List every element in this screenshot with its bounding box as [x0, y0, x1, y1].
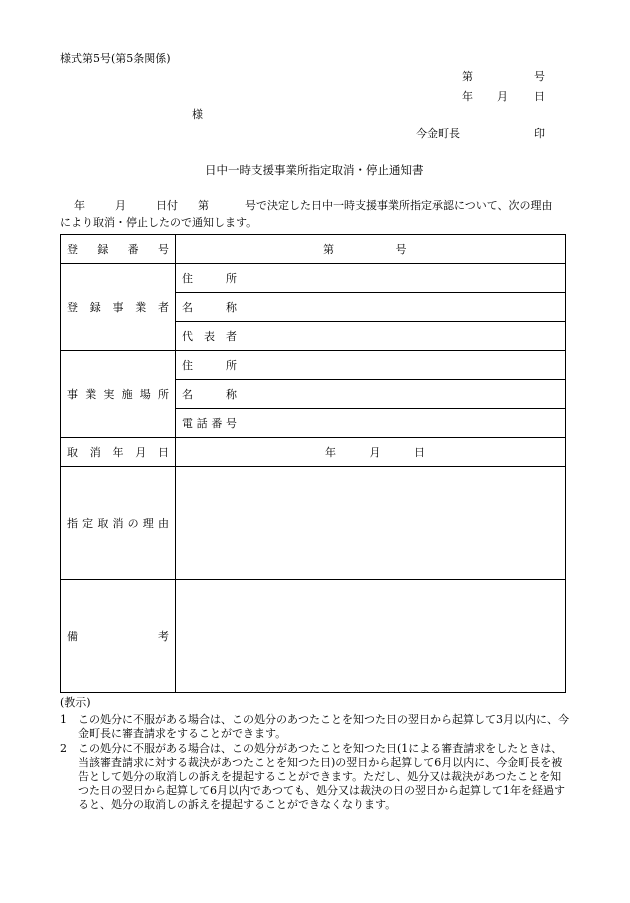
operator-name: 名 称 [176, 293, 566, 322]
doc-number-label: 第 [462, 70, 473, 83]
cancel-reason-label: 指 定 取 消 の 理 由 [61, 467, 176, 580]
cancel-date-value [176, 438, 566, 467]
cancel-day: 日 [414, 446, 425, 459]
cancel-month: 月 [369, 446, 381, 459]
cancel-reason-value[interactable] [176, 467, 566, 580]
operator-representative: 代 表 者 [176, 322, 566, 351]
notice-form-table [60, 234, 566, 693]
note-number: 1 [60, 713, 67, 726]
issuer-name: 今金町長 [416, 127, 460, 140]
registration-number-suffix: 号 [395, 243, 407, 256]
note-number: 2 [60, 742, 67, 755]
business-location-label: 事 業 実 施 場 所 [61, 351, 176, 438]
intro-month: 月 [115, 199, 126, 212]
location-phone: 電 話 番 号 [176, 409, 566, 438]
document-title: 日中一時支援事業所指定取消・停止通知書 [205, 163, 424, 177]
cancel-date-label: 取 消 年 月 日 [61, 438, 176, 467]
remarks-label: 備 考 [61, 580, 176, 693]
note-text: この処分に不服がある場合は、この処分のあつたことを知つた日の翌日から起算して3月以内に、今金町長に審査請求をすることができます。 [78, 713, 569, 740]
instruction-notes [60, 696, 570, 812]
notes-heading: (教示) [60, 696, 91, 709]
doc-number-suffix: 号 [534, 70, 545, 83]
business-operator-label: 登 録 事 業 者 [61, 264, 176, 351]
date-day: 日 [534, 90, 545, 103]
cancel-year: 年 [325, 446, 336, 459]
intro-rest: 号で決定した日中一時支援事業所指定承認について、次の理由 [245, 199, 553, 212]
intro-line2: により取消・停止したので通知します。 [60, 216, 258, 229]
registration-number-label: 登 録 番 号 [61, 235, 176, 264]
intro-number-label: 第 [198, 199, 209, 212]
location-name: 名 称 [176, 380, 566, 409]
date-month: 月 [497, 90, 508, 103]
remarks-value[interactable] [176, 580, 566, 693]
note-text: この処分に不服がある場合は、この処分があつたことを知つた日(1による審査請求をしたときは、当該審査請求に対する裁決があつたことを知つた日)の翌日から起算して6月以内に、今金町長を被告として処分の取消しの訴えを提起することができます。ただし、処分又は裁決があつたことを知つた日の翌日から起算して6月以内であつても、処分又は裁決の日の翌日から起算して1年を経過すると、処分の取消しの訴えを提起することができなくなります。 [78, 742, 565, 811]
form-number: 様式第5号(第5条関係) [60, 52, 171, 65]
date-year: 年 [462, 90, 473, 103]
note-item [60, 742, 570, 812]
intro-year: 年 [74, 199, 85, 212]
location-address: 住 所 [176, 351, 566, 380]
registration-number-prefix: 第 [323, 243, 334, 256]
registration-number-value [176, 235, 566, 264]
seal-mark: 印 [534, 127, 545, 140]
intro-text [60, 197, 570, 230]
operator-address: 住 所 [176, 264, 566, 293]
intro-day: 日付 [156, 199, 178, 212]
addressee-suffix: 様 [192, 108, 203, 121]
note-item [60, 713, 570, 741]
